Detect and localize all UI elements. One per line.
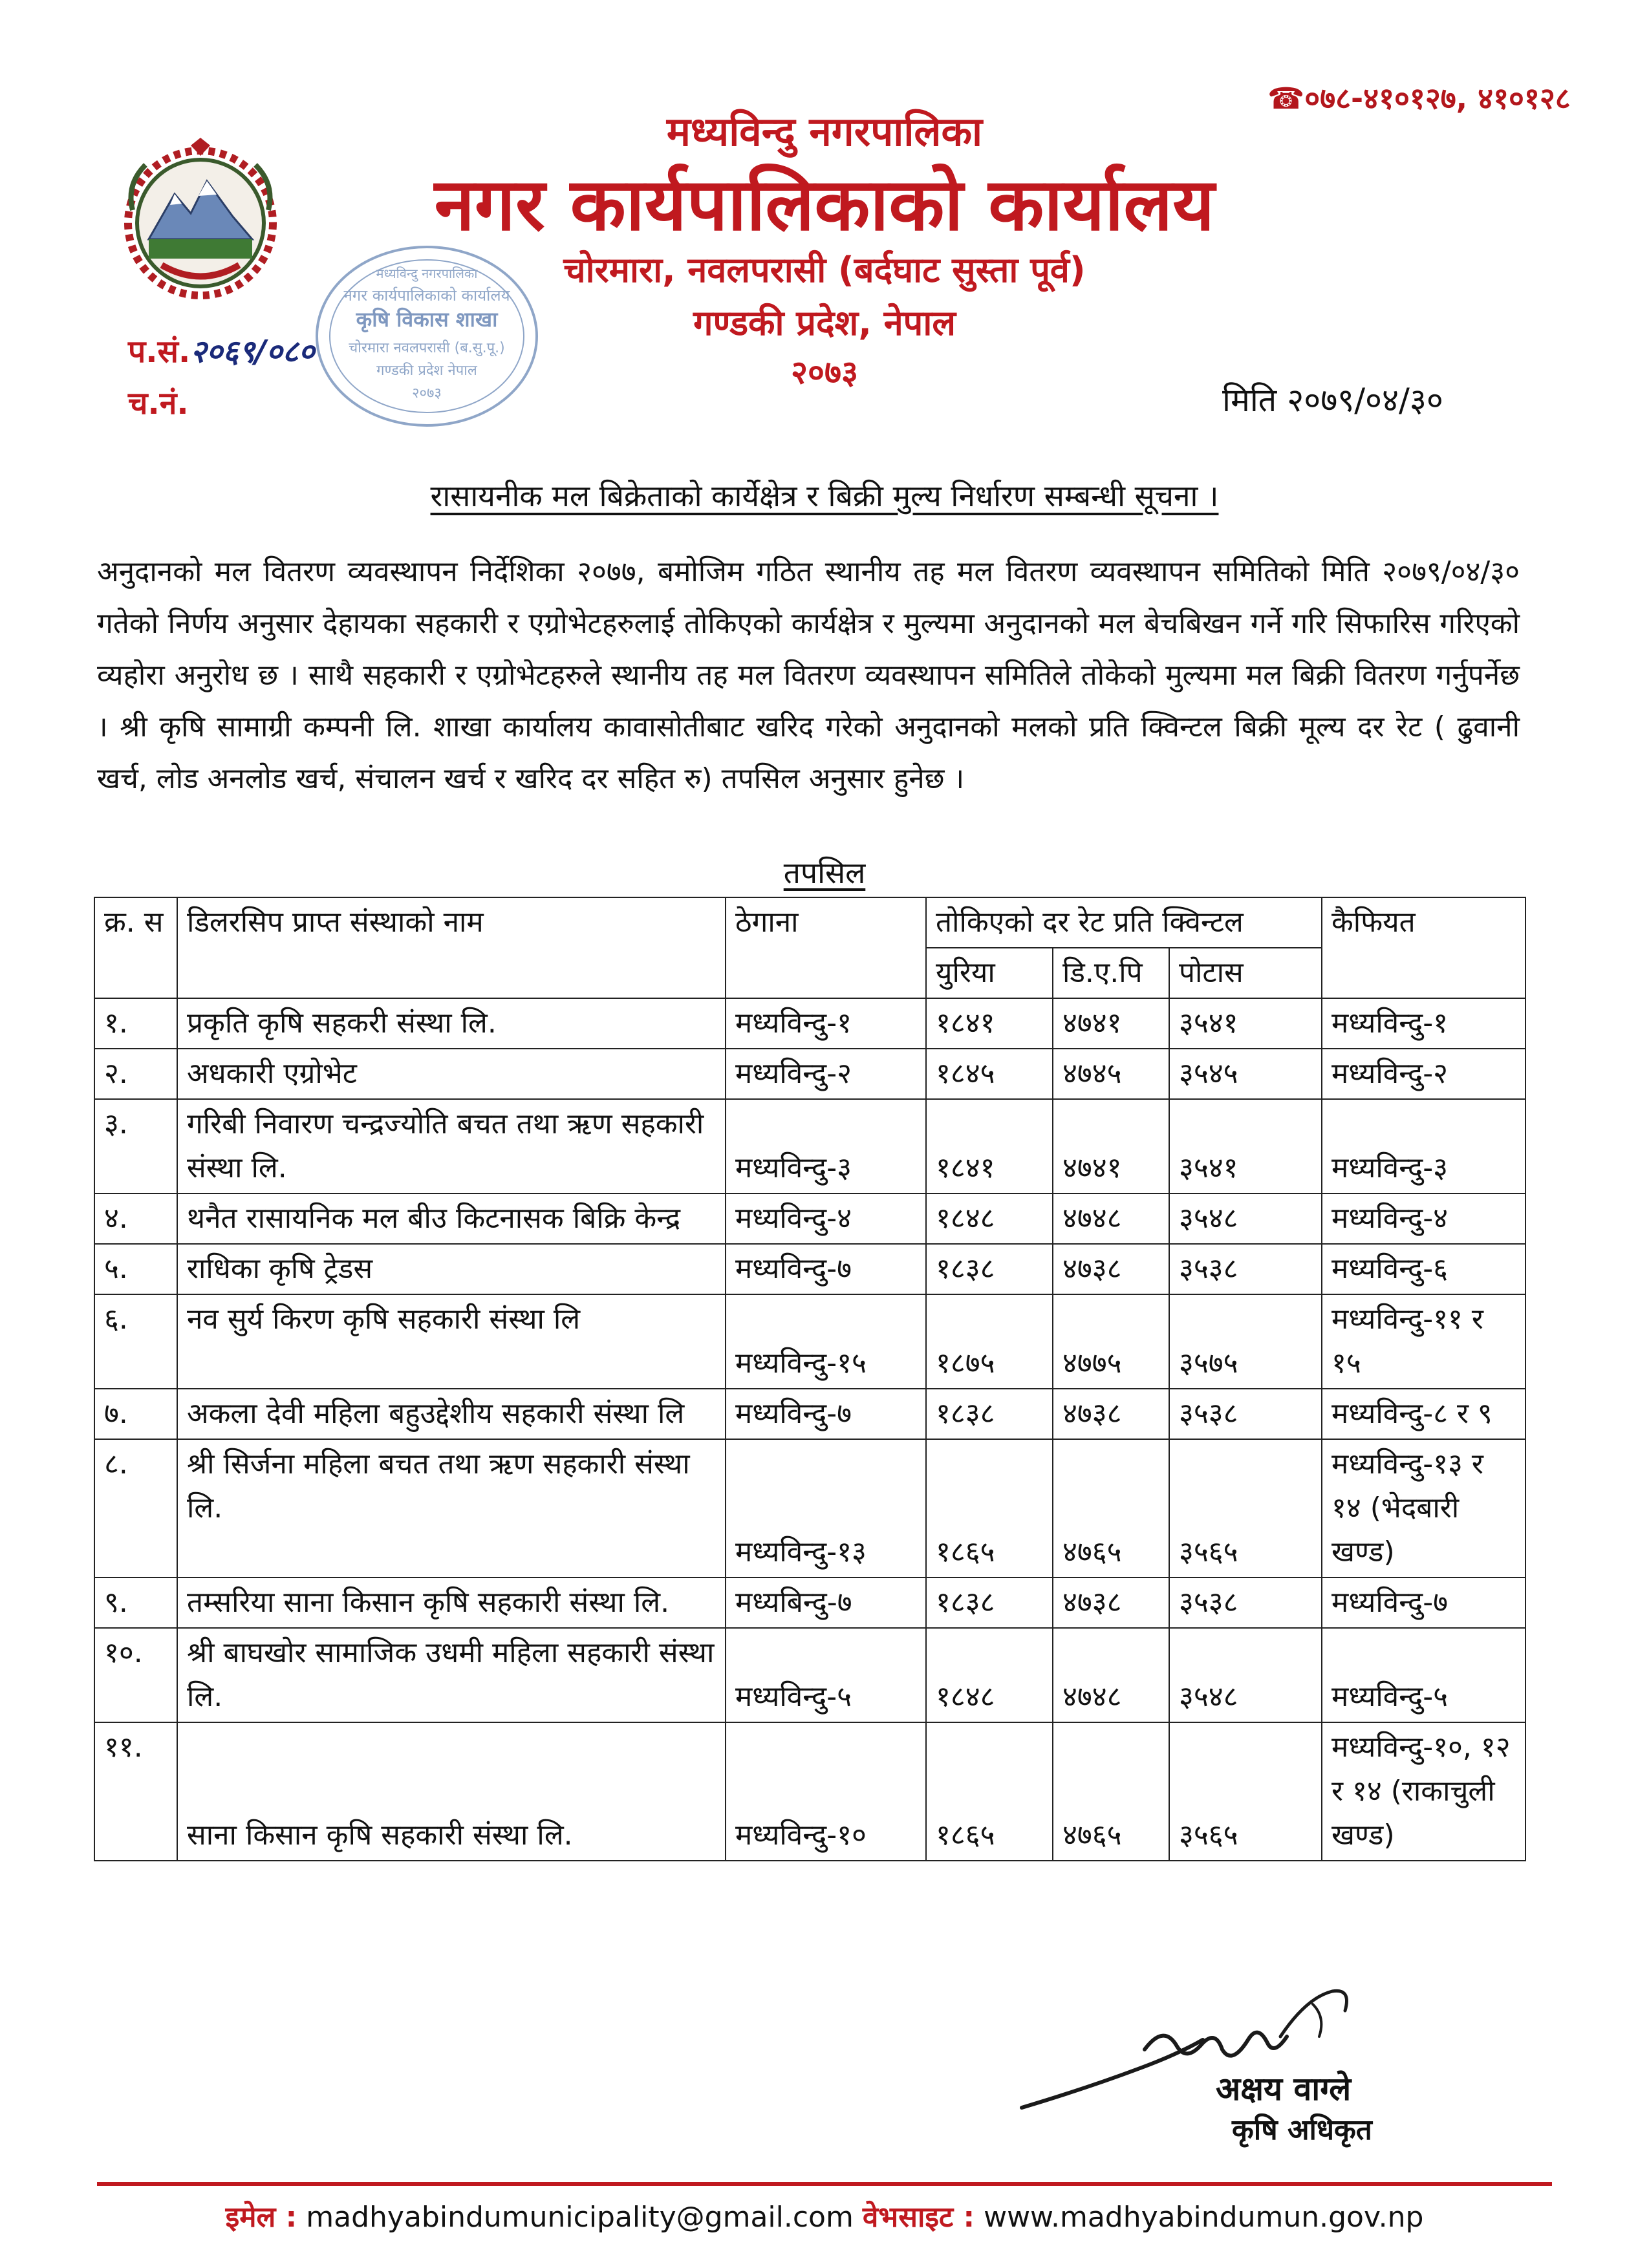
header-address: ठेगाना [726,897,926,998]
row-urea: १८४५ [926,1049,1053,1099]
header-rate: तोकिएको दर रेट प्रति क्विन्टल [926,897,1322,948]
row-sn: १. [94,998,177,1049]
row-address: मध्यबिन्दु-७ [726,1578,926,1628]
row-urea: १८४१ [926,998,1053,1049]
reference-value: २०६९/०८० [190,334,315,370]
table-row [94,998,1525,1049]
row-name: गरिबी निवारण चन्द्रज्योति बचत तथा ऋण सहकारी संस्था लि. [177,1099,726,1193]
table-title [0,852,1649,892]
row-remarks: मध्यविन्दु-७ [1322,1578,1525,1628]
stamp-text-6: २०७३ [412,385,442,401]
table-row [94,1099,1525,1193]
row-address: मध्यविन्दु-१३ [726,1439,926,1578]
row-sn: २. [94,1049,177,1099]
row-potash: ३५४८ [1169,1193,1322,1244]
row-address: मध्यविन्दु-४ [726,1193,926,1244]
row-sn: ६. [94,1294,177,1389]
office-title: नगर कार्यपालिकाको कार्यालय [434,163,1215,247]
row-address: मध्यविन्दु-३ [726,1099,926,1193]
letter-subject [0,475,1649,515]
row-remarks: मध्यविन्दु-८ र ९ [1322,1389,1525,1439]
table-row [94,1578,1525,1628]
row-dap: ४७३८ [1053,1578,1169,1628]
header-dap: डि.ए.पि [1053,948,1169,998]
row-potash: ३५४१ [1169,1099,1322,1193]
dispatch-number-label: च.नं. [128,385,189,422]
row-dap: ४७६५ [1053,1722,1169,1861]
subject-text: रासायनीक मल बिक्रेताको कार्येक्षेत्र र बिक्री मुल्य निर्धारण सम्बन्धी सूचना । [430,478,1219,513]
footer-divider [97,2182,1552,2186]
row-urea: १८७५ [926,1294,1053,1389]
header-remarks: कैफियत [1322,897,1525,998]
office-address-line1: चोरमारा, नवलपरासी (बर्दघाट सुस्ता पूर्व) [563,250,1086,290]
row-name: तम्सरिया साना किसान कृषि सहकारी संस्था लि. [177,1578,726,1628]
row-name: अकला देवी महिला बहुउद्देशीय सहकारी संस्था लि [177,1389,726,1439]
row-name: नव सुर्य किरण कृषि सहकारी संस्था लि [177,1294,726,1389]
row-address: मध्यविन्दु-७ [726,1389,926,1439]
footer-contact [0,2196,1649,2235]
row-name: साना किसान कृषि सहकारी संस्था लि. [177,1722,726,1861]
row-potash: ३५६५ [1169,1439,1322,1578]
row-name: श्री सिर्जना महिला बचत तथा ऋण सहकारी संस्था लि. [177,1439,726,1578]
row-urea: १८४८ [926,1193,1053,1244]
row-dap: ४७४५ [1053,1049,1169,1099]
reference-number [128,330,314,372]
stamp-text-1: मध्यविन्दु नगरपालिका [376,266,478,281]
established-year: २०७३ [791,354,858,391]
table-row [94,1193,1525,1244]
row-remarks: मध्यविन्दु-१३ र १४ (भेदबारी खण्ड) [1322,1439,1525,1578]
reference-label: प.सं. [128,334,191,370]
row-name: राधिका कृषि ट्रेडस [177,1244,726,1294]
signatory-name: अक्षय वाग्ले [1216,2070,1352,2108]
row-dap: ४७४१ [1053,1099,1169,1193]
table-row [94,1244,1525,1294]
table-title-text: तपसिल [783,855,866,890]
row-sn: ९. [94,1578,177,1628]
row-potash: ३५३८ [1169,1389,1322,1439]
row-dap: ४७६५ [1053,1439,1169,1578]
stamp-text-2: नगर कार्यपालिकाको कार्यालय [343,286,510,305]
table-row [94,1049,1525,1099]
row-urea: १८६५ [926,1722,1053,1861]
stamp-text-5: गण्डकी प्रदेश नेपाल [376,363,477,379]
row-address: मध्यविन्दु-१० [726,1722,926,1861]
row-remarks: मध्यविन्दु-१ [1322,998,1525,1049]
row-dap: ४७४१ [1053,998,1169,1049]
office-address-line2: गण्डकी प्रदेश, नेपाल [693,303,956,343]
table-row [94,1389,1525,1439]
table-row [94,1294,1525,1389]
row-address: मध्यविन्दु-१५ [726,1294,926,1389]
row-address: मध्यविन्दु-५ [726,1628,926,1722]
row-name: थनैत रासायनिक मल बीउ किटनासक बिक्रि केन्द्र [177,1193,726,1244]
office-phone: ☎०७८-४१०१२७, ४१०१२८ [1267,81,1571,116]
row-potash: ३५७५ [1169,1294,1322,1389]
row-sn: ७. [94,1389,177,1439]
row-urea: १८४८ [926,1628,1053,1722]
email-label: इमेल : [225,2201,297,2234]
letter-date: मिति २०७९/०४/३० [1222,381,1443,419]
stamp-text-3: कृषि विकास शाखा [356,307,498,332]
email-address: madhyabindumunicipality@gmail.com [306,2201,854,2234]
table-row [94,1439,1525,1578]
row-potash: ३५४१ [1169,998,1322,1049]
header-name: डिलरसिप प्राप्त संस्थाको नाम [177,897,726,998]
row-sn: ४. [94,1193,177,1244]
dealer-rate-table [94,897,1526,1861]
row-potash: ३५६५ [1169,1722,1322,1861]
row-dap: ४७३८ [1053,1389,1169,1439]
table-row [94,1722,1525,1861]
row-urea: १८३८ [926,1244,1053,1294]
row-potash: ३५३८ [1169,1244,1322,1294]
header-potash: पोटास [1169,948,1322,998]
row-sn: ५. [94,1244,177,1294]
municipality-name: मध्यविन्दु नगरपालिका [666,108,983,155]
table-row [94,1628,1525,1722]
row-sn: १०. [94,1628,177,1722]
row-name: श्री बाघखोर सामाजिक उधमी महिला सहकारी संस्था लि. [177,1628,726,1722]
row-urea: १८४१ [926,1099,1053,1193]
letter-body: अनुदानको मल वितरण व्यवस्थापन निर्देशिका २०७७, बमोजिम गठित स्थानीय तह मल वितरण व्यवस्थापन समितिको मिति २०७९/०४/३० गतेको निर्णय अनुसार देहायका सहकारी र एग्रोभेटहरुलाई तोकिएको कार्यक्षेत्र र मुल्यमा अनुदानको मल बेचबिखन गर्ने गरि सिफारिस गरिएको व्यहोरा अनुरोध छ । साथै सहकारी र एग्रोभेटहरुले स्थानीय तह मल वितरण व्यवस्थापन समितिले तोकेको मुल्यमा मल बिक्री वितरण गर्नुपर्नेछ । श्री कृषि सामाग्री कम्पनी लि. शाखा कार्यालय कावासोतीबाट खरिद गरेको अनुदानको मलको प्रति क्विन्टल बिक्री मूल्य दर रेट ( ढुवानी खर्च, लोड अनलोड खर्च, संचालन खर्च र खरिद दर सहित रु) तपसिल अनुसार हुनेछ । [97,555,1520,795]
row-remarks: मध्यविन्दु-४ [1322,1193,1525,1244]
row-dap: ४७७५ [1053,1294,1169,1389]
row-potash: ३५४५ [1169,1049,1322,1099]
row-urea: १८३८ [926,1389,1053,1439]
row-sn: ८. [94,1439,177,1578]
signatory-title: कृषि अधिकृत [1232,2113,1372,2146]
header-sn: क्र. स [94,897,177,998]
row-remarks: मध्यविन्दु-११ र १५ [1322,1294,1525,1389]
row-name: प्रकृति कृषि सहकरी संस्था लि. [177,998,726,1049]
row-dap: ४७४८ [1053,1628,1169,1722]
row-remarks: मध्यविन्दु-५ [1322,1628,1525,1722]
row-sn: ३. [94,1099,177,1193]
row-address: मध्यविन्दु-२ [726,1049,926,1099]
stamp-text-4: चोरमारा नवलपरासी (ब.सु.पू.) [349,340,505,356]
row-urea: १८६५ [926,1439,1053,1578]
row-dap: ४७४८ [1053,1193,1169,1244]
row-remarks: मध्यविन्दु-६ [1322,1244,1525,1294]
row-potash: ३५४८ [1169,1628,1322,1722]
table-header-row [94,897,1525,948]
row-remarks: मध्यविन्दु-१०, १२ र १४ (राकाचुली खण्ड) [1322,1722,1525,1861]
row-name: अधकारी एग्रोभेट [177,1049,726,1099]
website-address: www.madhyabindumun.gov.np [984,2201,1424,2234]
row-address: मध्यविन्दु-१ [726,998,926,1049]
row-potash: ३५३८ [1169,1578,1322,1628]
row-urea: १८३८ [926,1578,1053,1628]
row-dap: ४७३८ [1053,1244,1169,1294]
row-address: मध्यविन्दु-७ [726,1244,926,1294]
row-remarks: मध्यविन्दु-२ [1322,1049,1525,1099]
website-label: वेभसाइट : [862,2201,975,2234]
header-urea: युरिया [926,948,1053,998]
row-remarks: मध्यविन्दु-३ [1322,1099,1525,1193]
row-sn: ११. [94,1722,177,1861]
